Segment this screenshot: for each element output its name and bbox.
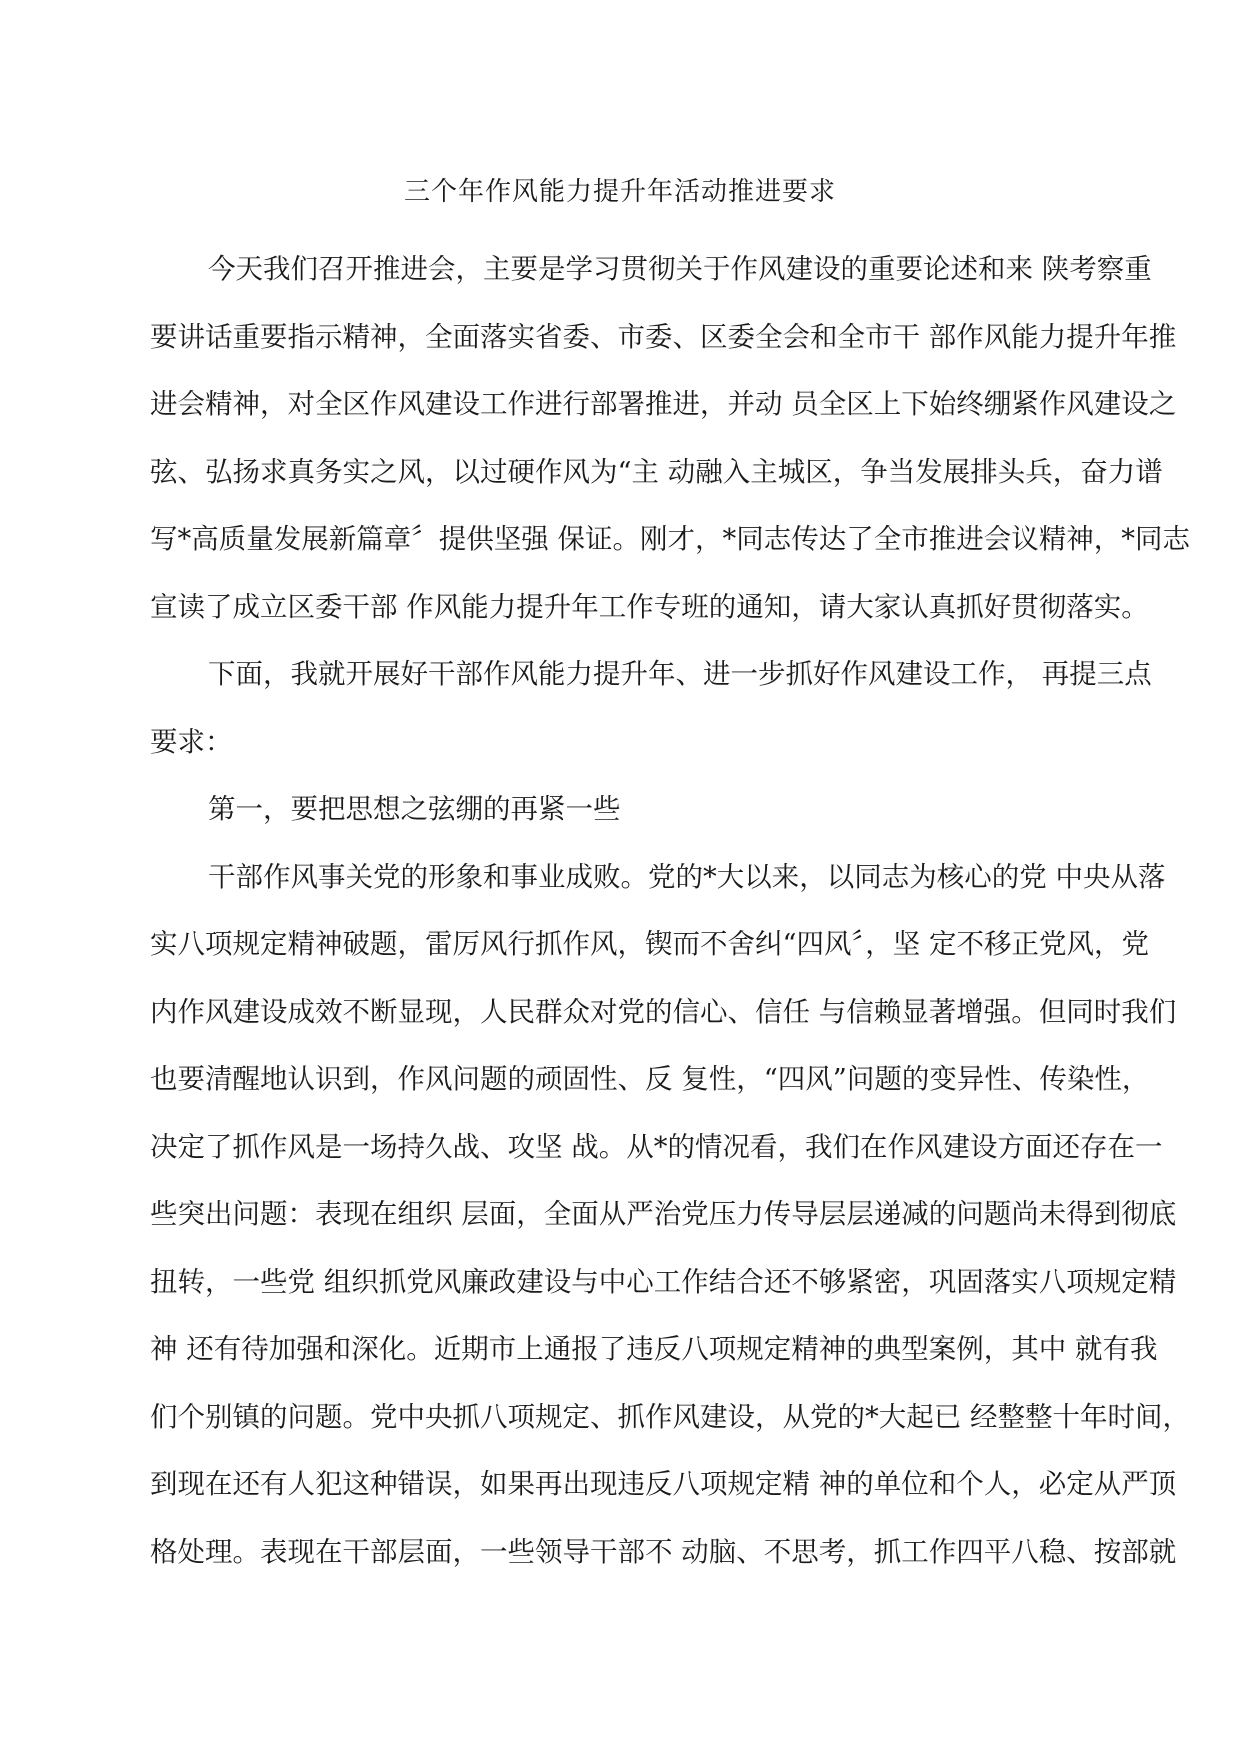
paragraph-1-line-6: 宣读了成立区委干部 作风能力提升年工作专班的通知，请大家认真抓好贯彻落实。 (150, 590, 1149, 623)
paragraph-1-line-4: 弦、弘扬求真务实之风，以过硬作风为“主 动融入主城区，争当发展排头兵，奋力谱 (150, 455, 1163, 488)
paragraph-2-line-1: 下面，我就开展好干部作风能力提升年、进一步抓好作风建设工作， 再提三点 (208, 658, 1152, 690)
paragraph-3-line-5: 决定了抓作风是一场持久战、攻坚 战。从*的情况看，我们在作风建设方面还存在一 (150, 1130, 1163, 1163)
paragraph-3-line-1: 干部作风事关党的形象和事业成败。党的*大以来，以同志为核心的党 中央从落 (208, 860, 1166, 893)
section-heading: 第一，要把思想之弦绷的再紧一些 (208, 793, 621, 825)
paragraph-2-line-2: 要求： (150, 725, 233, 758)
paragraph-3-line-7: 扭转，一些党 组织抓党风廉政建设与中心工作结合还不够紧密，巩固落实八项规定精 (150, 1265, 1177, 1298)
paragraph-3-line-9: 们个别镇的问题。党中央抓八项规定、抓作风建设，从党的*大起已 经整整十年时间， (150, 1400, 1190, 1433)
paragraph-1-line-3: 进会精神，对全区作风建设工作进行部署推进，并动 员全区上下始终绷紧作风建设之 (150, 388, 1177, 420)
paragraph-3-line-11: 格处理。表现在干部层面，一些领导干部不 动脑、不思考，抓工作四平八稳、按部就 (150, 1535, 1177, 1568)
document-title: 三个年作风能力提升年活动推进要求 (403, 177, 836, 207)
paragraph-1-line-2: 要讲话重要指示精神，全面落实省委、市委、区委全会和全市干 部作风能力提升年推 (150, 320, 1177, 353)
document-body (150, 236, 1190, 1586)
paragraph-3-line-3: 内作风建设成效不断显现，人民群众对党的信心、信任 与信赖显著增强。但同时我们 (150, 995, 1177, 1028)
paragraph-3-line-2: 实八项规定精神破题，雷厉风行抓作风，锲而不舍纠“四风〞，坚 定不移正党风，党 (150, 928, 1150, 960)
paragraph-1-line-5: 写*高质量发展新篇章〞提供坚强 保证。刚才，*同志传达了全市推进会议精神，*同志 (150, 523, 1190, 555)
paragraph-3-line-8: 神 还有待加强和深化。近期市上通报了违反八项规定精神的典型案例，其中 就有我 (150, 1333, 1158, 1365)
paragraph-3-line-6: 些突出问题：表现在组织 层面，全面从严治党压力传导层层递减的问题尚未得到彻底 (150, 1198, 1177, 1230)
paragraph-3-line-4: 也要清醒地认识到，作风问题的顽固性、反 复性，“四风”问题的变异性、传染性， (150, 1063, 1150, 1095)
paragraph-3-line-10: 到现在还有人犯这种错误，如果再出现违反八项规定精 神的单位和个人，必定从严顶 (150, 1468, 1177, 1500)
paragraph-1-line-1: 今天我们召开推进会，主要是学习贯彻关于作风建设的重要论述和来 陕考察重 (208, 253, 1152, 285)
